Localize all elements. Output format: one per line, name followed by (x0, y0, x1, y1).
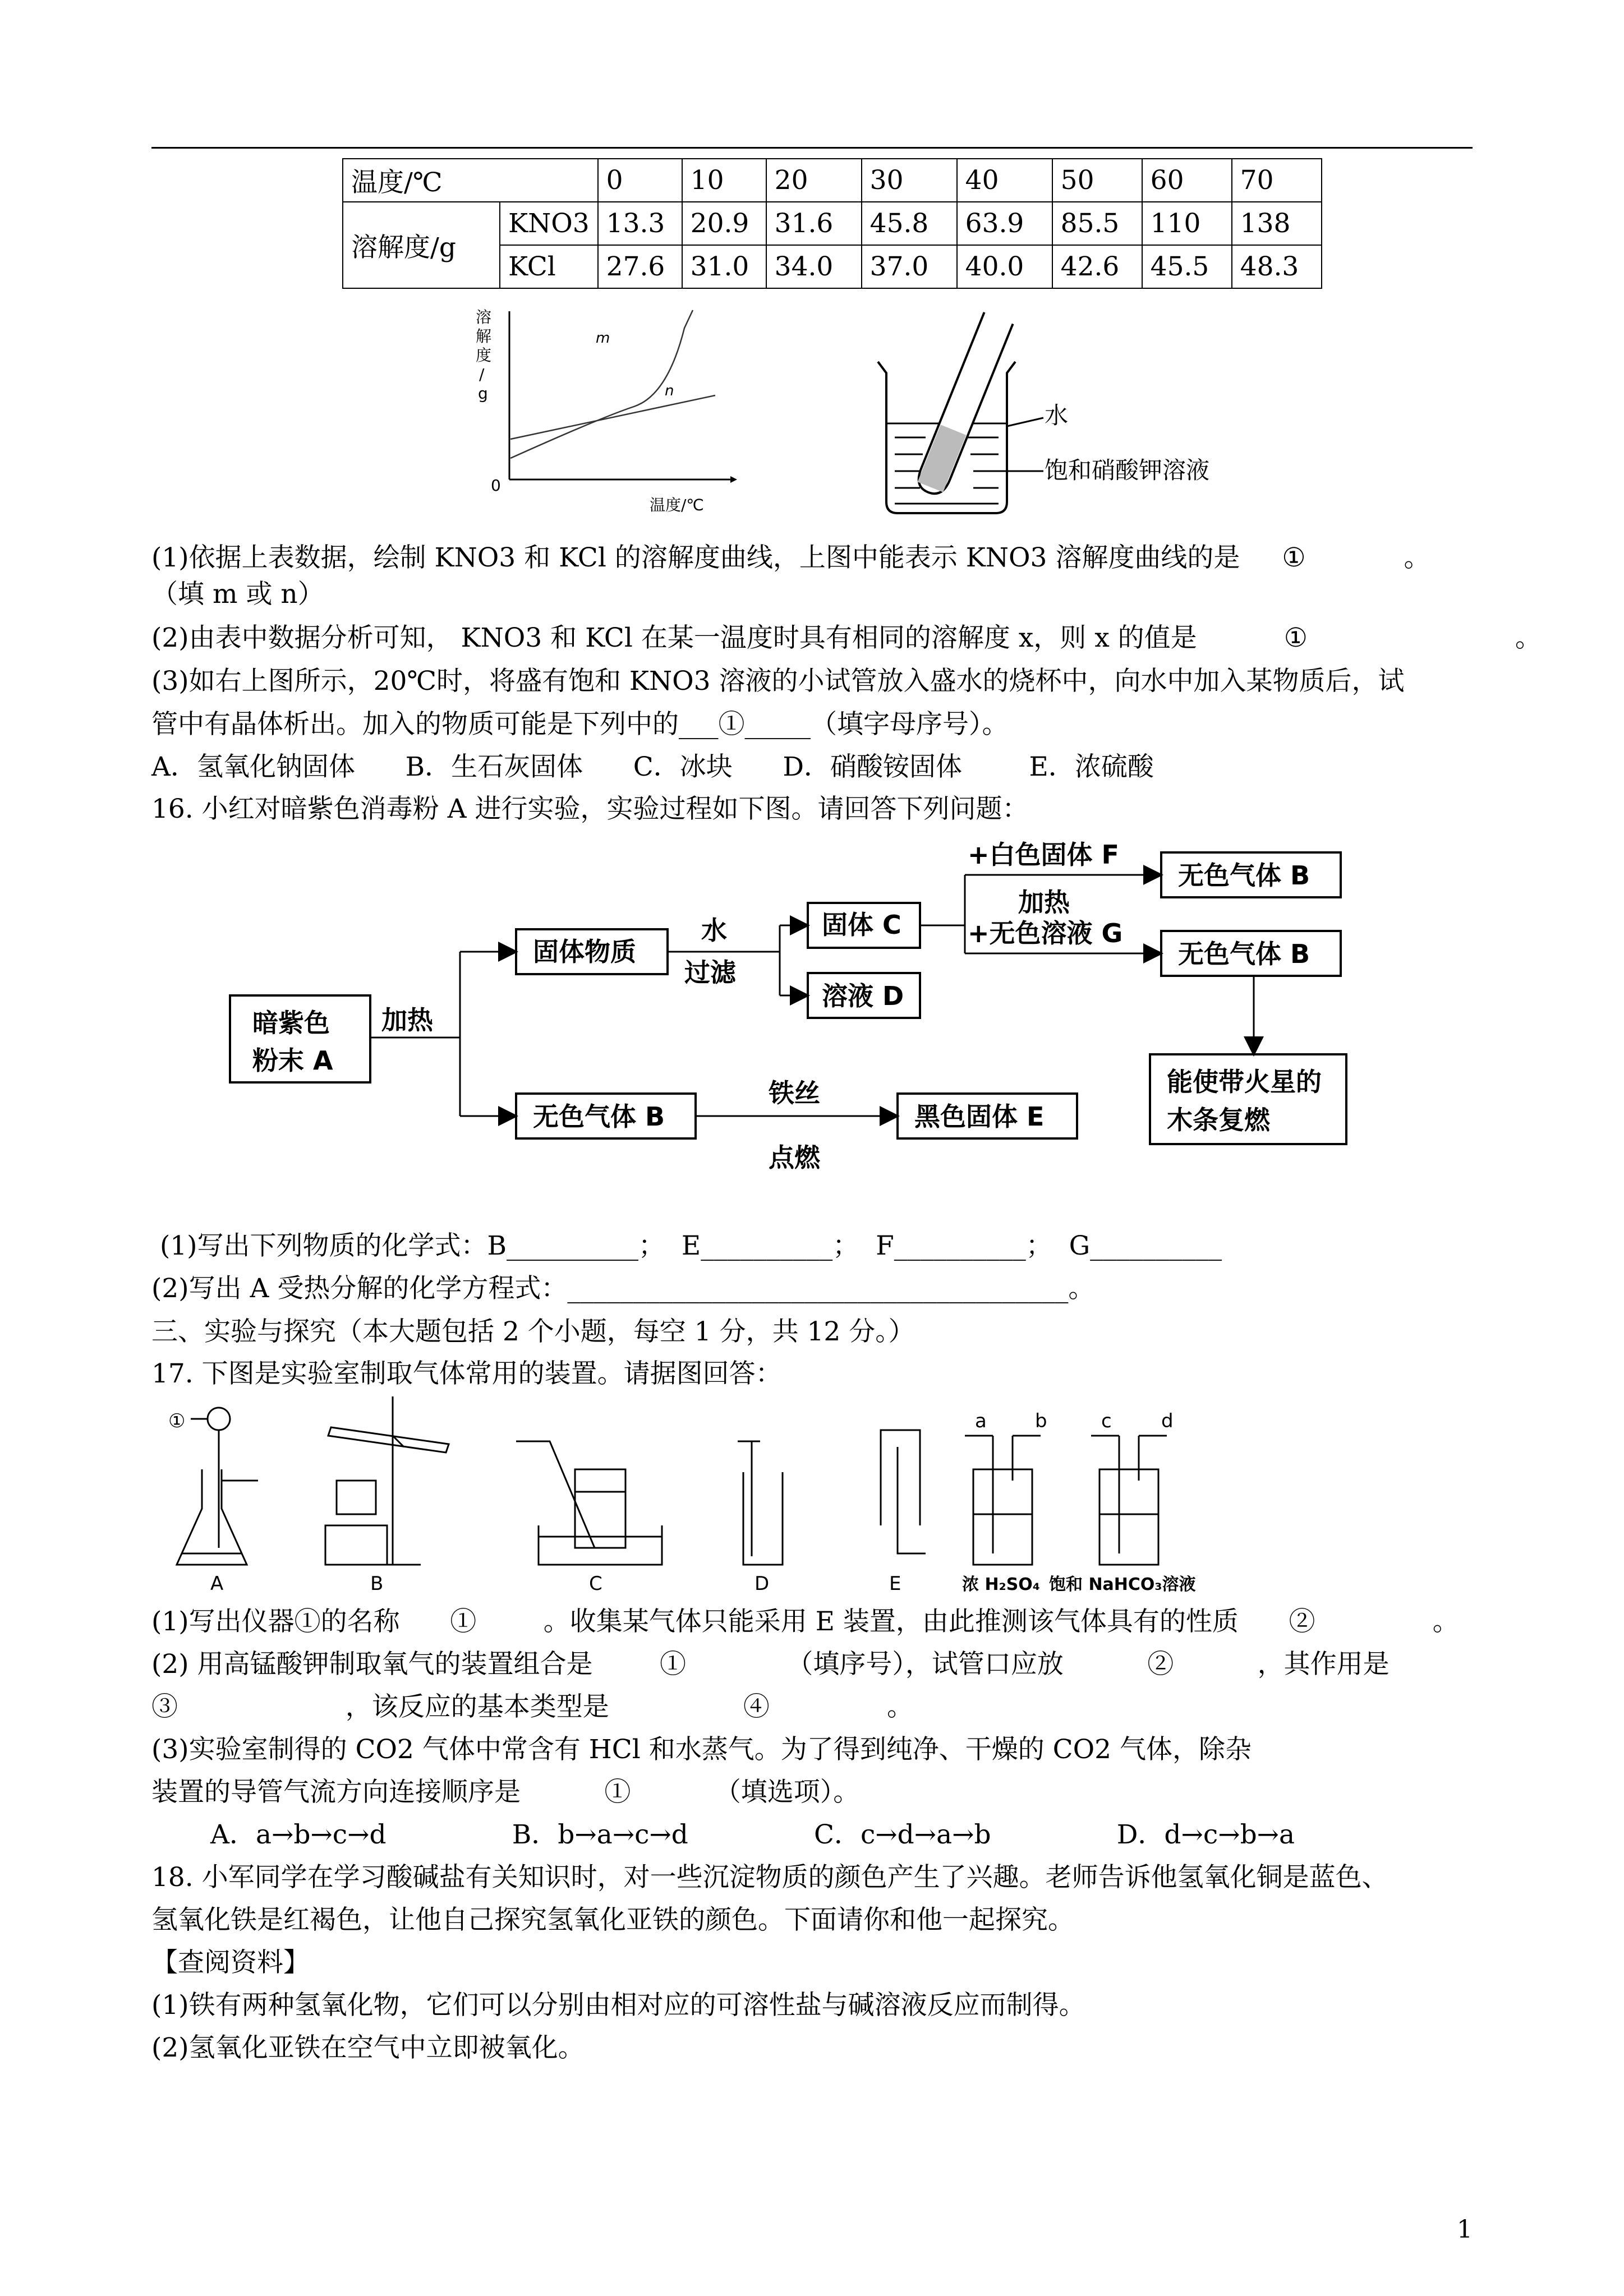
water-pointer (1007, 418, 1043, 426)
table-cell: 85.5 (1052, 202, 1142, 245)
answer-blank: ① (1283, 623, 1308, 653)
filter-arrow-label: 过滤 (684, 957, 736, 988)
q17-part2-line1: (2) 用高锰酸钾制取氧气的装置组合是 ① （填序号），试管口应放 ② ，其作用是 (151, 1649, 1390, 1680)
relight-line1: 能使带火星的 (1167, 1067, 1322, 1097)
curve-n-label: n (665, 382, 674, 399)
q16-part1: (1)写出下列物质的化学式：B__________； E__________； F__________； G__________ (151, 1230, 1222, 1261)
q15-p2-end: 。 (1515, 623, 1542, 653)
q17-apparatus (157, 1396, 1279, 1598)
water-arrow-label: 水 (701, 915, 727, 946)
wash-bottle-nahco3 (1091, 1436, 1167, 1565)
table-cell: 34.0 (766, 245, 862, 288)
wash-bottle-h2so4 (965, 1436, 1041, 1565)
q15-p1-end: 。 (1404, 542, 1430, 573)
q17-options: A．a→b→c→d B．b→a→c→d C．c→d→a→b D．d→c→b→a (210, 1819, 1295, 1850)
table-cell: 20.9 (682, 202, 766, 245)
curve-n (510, 395, 715, 439)
table-cell: 31.6 (766, 202, 862, 245)
curve-m-label: m (596, 330, 610, 347)
powder-a-line1: 暗紫色 (252, 1008, 330, 1038)
ylabel-char: 度 (476, 346, 492, 365)
table-cell: 13.3 (598, 202, 682, 245)
page-number: 1 (1457, 2215, 1473, 2244)
tube-d: d (1161, 1410, 1174, 1432)
q15-part3-line1: (3)如右上图所示，20℃时，将盛有饱和 KNO3 溶液的小试管放入盛水的烧杯中，向水中加入某物质后，试 (151, 666, 1405, 697)
ylabel-char: 溶 (476, 308, 492, 326)
table-cell: 31.0 (682, 245, 766, 288)
table-group-cell: 溶解度/g (343, 202, 500, 288)
apparatus-c (516, 1441, 662, 1565)
q17-intro: 17. 下图是实验室制取气体常用的装置。请据图回答： (151, 1358, 782, 1389)
apparatus-b (325, 1396, 449, 1565)
q15-part1 (151, 541, 1430, 575)
heat-label: 加热 (381, 1005, 433, 1035)
table-header-cell: 温度/℃ (343, 159, 598, 202)
solution-d-label: 溶液 D (822, 981, 904, 1011)
bottle2-label: 饱和 NaHCO₃溶液 (1049, 1575, 1196, 1594)
graph-ylabel (476, 308, 491, 403)
solid-c-label: 固体 C (822, 910, 901, 940)
label-b: B (370, 1573, 384, 1595)
answer-blank: ① (1282, 542, 1306, 573)
table-cell: 40 (957, 159, 1052, 202)
q17-part3-line2: 装置的导管气流方向连接顺序是 ① （填选项）。 (151, 1777, 860, 1808)
relight-line2: 木条复燃 (1167, 1105, 1270, 1135)
gas-b-label: 无色气体 B (533, 1101, 665, 1132)
apparatus-a (177, 1408, 258, 1565)
q17-part1: (1)写出仪器①的名称 ① 。收集某气体只能采用 E 装置，由此推测该气体具有的性质 ② 。 (151, 1606, 1459, 1637)
q18-heading: 【查阅资料】 (151, 1947, 310, 1978)
water-label: 水 (1045, 402, 1069, 429)
q16-intro: 16. 小红对暗紫色消毒粉 A 进行实验，实验过程如下图。请回答下列问题： (151, 794, 1029, 824)
q15-p1-text: (1)依据上表数据，绘制 KNO3 和 KCl 的溶解度曲线，上图中能表示 KNO3 溶解度曲线的是 (151, 542, 1249, 573)
table-cell: KNO3 (500, 202, 598, 245)
label-e: E (889, 1573, 901, 1595)
table-cell: 45.5 (1142, 245, 1232, 288)
gas-b-top-label: 无色气体 B (1178, 860, 1310, 891)
tube-a: a (975, 1410, 987, 1432)
q15-options: A．氢氧化钠固体 B．生石灰固体 C．冰块 D．硝酸铵固体 E．浓硫酸 (151, 751, 1154, 782)
q17-part3-line1: (3)实验室制得的 CO2 气体中常含有 HCl 和水蒸气。为了得到纯净、干燥的 CO2 气体，除杂 (151, 1734, 1252, 1765)
table-cell: 60 (1142, 159, 1232, 202)
q15-part2 (151, 621, 1542, 655)
test-tube (914, 312, 1013, 498)
table-cell: 63.9 (957, 202, 1052, 245)
table-cell: 45.8 (862, 202, 957, 245)
q15-p2-text: (2)由表中数据分析可知， KNO3 和 KCl 在某一温度时具有相同的溶解度 x，则 x 的值是 (151, 623, 1197, 653)
table-cell: 40.0 (957, 245, 1052, 288)
q18-line2: 氢氧化铁是红褐色，让他自己探究氢氧化亚铁的颜色。下面请你和他一起探究。 (151, 1905, 1074, 1935)
apparatus-e (881, 1430, 926, 1553)
q18-ref1: (1)铁有两种氢氧化物，它们可以分别由相对应的可溶性盐与碱溶液反应而制得。 (151, 1990, 1085, 2021)
graph-xlabel: 温度/℃ (650, 496, 704, 514)
section3-heading: 三、实验与探究（本大题包括 2 个小题，每空 1 分，共 12 分。） (151, 1316, 915, 1347)
tube-b: b (1035, 1410, 1047, 1432)
beaker-figure (864, 311, 1234, 524)
label-d: D (755, 1573, 770, 1595)
top-rule (151, 147, 1473, 149)
graph-origin: 0 (491, 476, 501, 495)
label-a: A (210, 1573, 224, 1595)
table-cell: 50 (1052, 159, 1142, 202)
q17-part2-line2: ③ ，该反应的基本类型是 ④ 。 (151, 1691, 913, 1722)
ylabel-char: / (479, 365, 485, 384)
ylabel-char: 解 (476, 327, 492, 345)
solubility-table (342, 158, 1322, 289)
apparatus-d (738, 1441, 783, 1565)
ylabel-char: g (478, 384, 488, 403)
table-cell: KCl (500, 245, 598, 288)
q16-part2: (2)写出 A 受热分解的化学方程式：______________________________________。 (151, 1273, 1095, 1304)
table-cell: 37.0 (862, 245, 957, 288)
x-axis-arrow (730, 476, 737, 483)
table-cell: 110 (1142, 202, 1232, 245)
q18-ref2: (2)氢氧化亚铁在空气中立即被氧化。 (151, 2032, 585, 2063)
table-cell: 20 (766, 159, 862, 202)
marker-label: ① (168, 1410, 186, 1432)
table-cell: 42.6 (1052, 245, 1142, 288)
solid-label: 固体物质 (533, 937, 636, 967)
table-cell: 27.6 (598, 245, 682, 288)
label-c: C (589, 1573, 602, 1595)
table-row (343, 159, 1322, 202)
table-cell: 48.3 (1232, 245, 1322, 288)
q15-part1-hint: （填 m 或 n） (151, 579, 324, 610)
table-cell: 0 (598, 159, 682, 202)
gas-b-mid-label: 无色气体 B (1178, 939, 1310, 969)
ignite-label: 点燃 (769, 1142, 820, 1173)
table-cell: 10 (682, 159, 766, 202)
solubility-curve-figure (471, 306, 752, 519)
table-row (343, 202, 1322, 245)
table-cell: 70 (1232, 159, 1322, 202)
q16-flowchart (219, 838, 1442, 1192)
heat2-label: 加热 (1018, 887, 1070, 918)
wire-label: 铁丝 (769, 1078, 820, 1108)
black-e-label: 黑色固体 E (914, 1101, 1045, 1132)
powder-a-line2: 粉末 A (252, 1045, 333, 1076)
solution-label: 饱和硝酸钾溶液 (1045, 457, 1210, 484)
solution-g-label: +无色溶液 G (968, 918, 1123, 948)
table-cell: 138 (1232, 202, 1322, 245)
bottle1-label: 浓 H₂SO₄ (962, 1575, 1040, 1594)
q15-part3-line2: 管中有晶体析出。加入的物质可能是下列中的___①_____（填字母序号）。 (151, 709, 1009, 740)
q18-line1: 18. 小军同学在学习酸碱盐有关知识时，对一些沉淀物质的颜色产生了兴趣。老师告诉他氢氧化铜是蓝色、 (151, 1862, 1388, 1893)
tube-c: c (1101, 1410, 1112, 1432)
table-cell: 30 (862, 159, 957, 202)
white-f-label: +白色固体 F (968, 840, 1119, 870)
